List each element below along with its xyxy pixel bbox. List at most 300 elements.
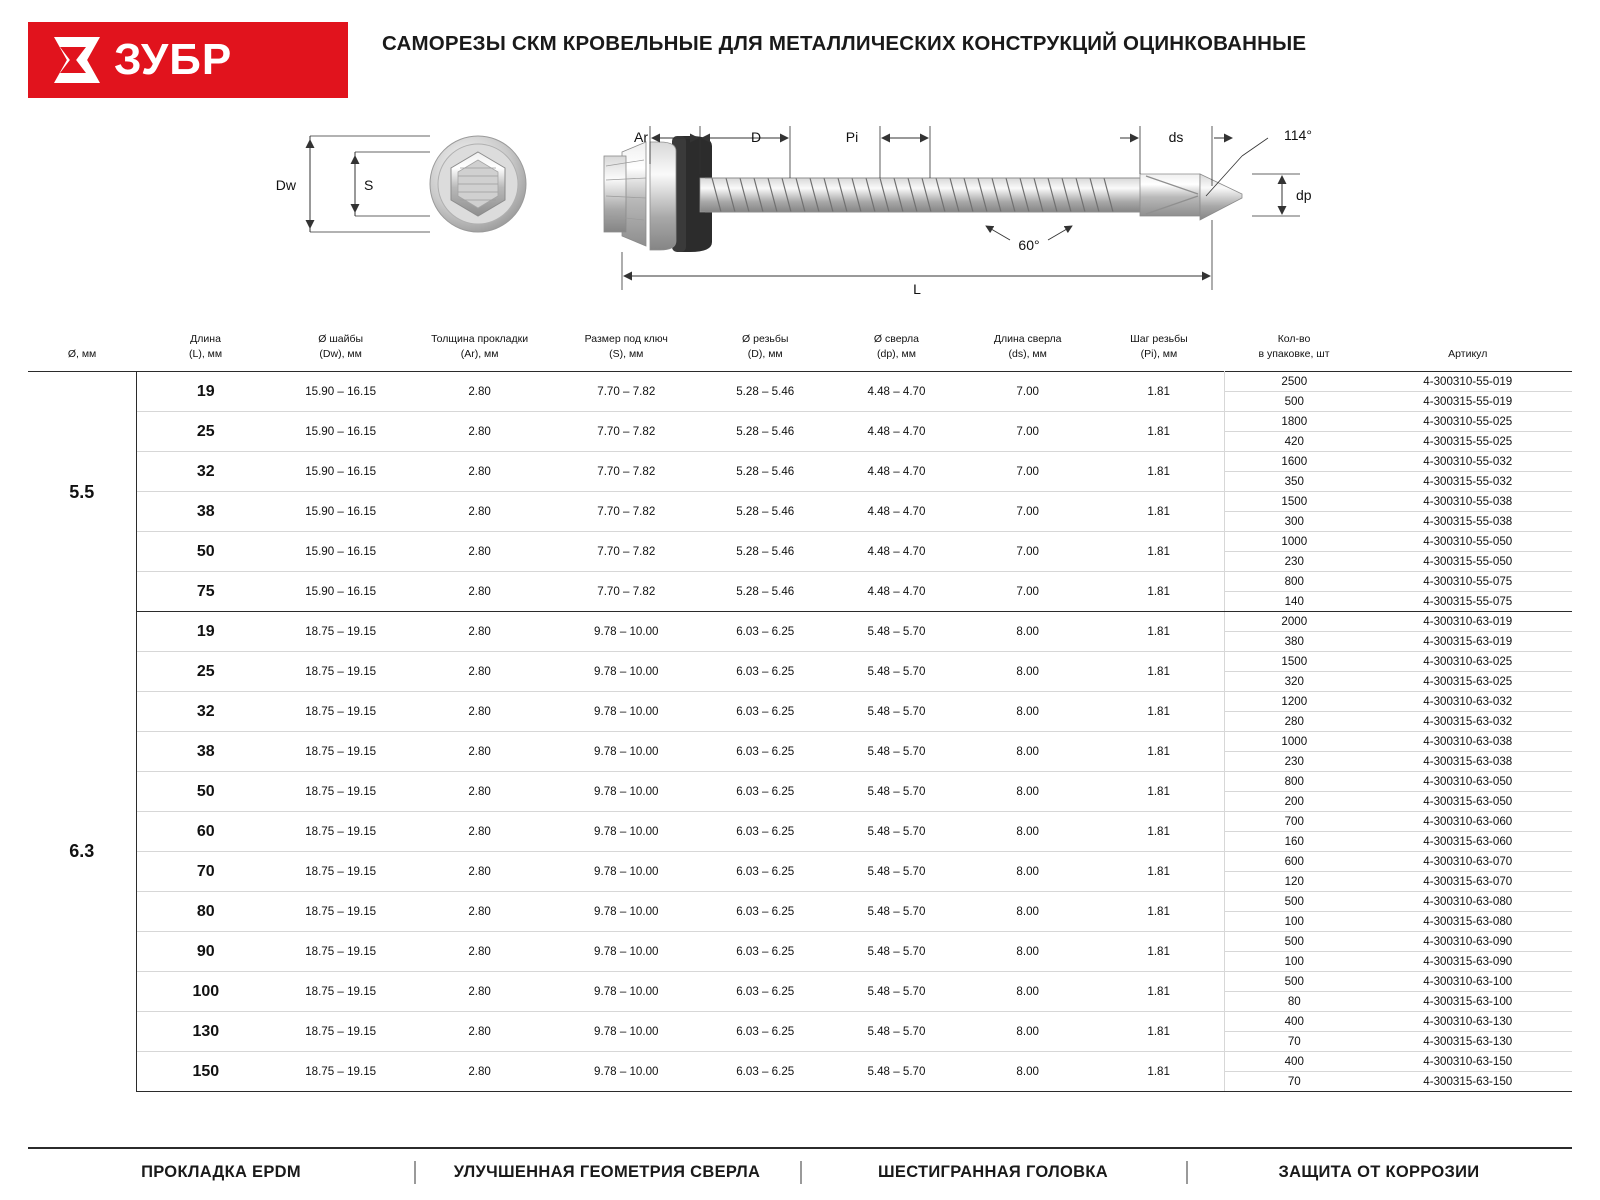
table-row bbox=[28, 852, 1572, 892]
cell-gasket-thickness: 2.80 bbox=[406, 692, 553, 732]
cell-gasket-thickness: 2.80 bbox=[406, 612, 553, 652]
cell-wrench-size: 9.78 – 10.00 bbox=[553, 892, 700, 932]
cell-wrench-size: 9.78 – 10.00 bbox=[553, 972, 700, 1012]
cell-thread-pitch: 1.81 bbox=[1093, 1052, 1224, 1092]
cell-drill-diameter: 5.48 – 5.70 bbox=[831, 772, 962, 812]
table-body bbox=[28, 372, 1572, 1092]
pack-value: 1500 bbox=[1225, 652, 1363, 672]
cell-thread-diameter: 6.03 – 6.25 bbox=[700, 812, 831, 852]
cell-thread-pitch: 1.81 bbox=[1093, 412, 1224, 452]
cell-drill-diameter: 5.48 – 5.70 bbox=[831, 892, 962, 932]
cell-gasket-thickness: 2.80 bbox=[406, 1052, 553, 1092]
cell-article bbox=[1364, 812, 1573, 852]
cell-article bbox=[1364, 572, 1573, 612]
cell-thread-diameter: 5.28 – 5.46 bbox=[700, 452, 831, 492]
cell-wrench-size: 9.78 – 10.00 bbox=[553, 932, 700, 972]
pack-value: 700 bbox=[1225, 812, 1363, 832]
cell-drill-diameter: 5.48 – 5.70 bbox=[831, 932, 962, 972]
pack-value: 320 bbox=[1284, 675, 1304, 689]
cell-gasket-thickness: 2.80 bbox=[406, 972, 553, 1012]
cell-thread-pitch: 1.81 bbox=[1093, 572, 1224, 612]
th-thread-diameter: Ø резьбы (D), мм bbox=[742, 333, 789, 361]
label-dw: Dw bbox=[275, 177, 296, 193]
cell-pack-quantity bbox=[1225, 772, 1364, 812]
article-value: 4-300310-63-070 bbox=[1364, 852, 1573, 872]
cell-length: 60 bbox=[136, 812, 275, 852]
product-diagram bbox=[0, 104, 1600, 326]
article-value: 4-300310-63-090 bbox=[1364, 932, 1573, 952]
article-value: 4-300315-63-038 bbox=[1423, 755, 1513, 769]
cell-article bbox=[1364, 372, 1573, 412]
article-value: 4-300315-55-075 bbox=[1423, 595, 1513, 609]
pack-value: 1000 bbox=[1225, 732, 1363, 752]
table-row bbox=[28, 732, 1572, 772]
cell-thread-pitch: 1.81 bbox=[1093, 972, 1224, 1012]
pack-value: 80 bbox=[1287, 995, 1301, 1009]
cell-pack-quantity bbox=[1225, 652, 1364, 692]
cell-gasket-thickness: 2.80 bbox=[406, 492, 553, 532]
cell-gasket-thickness: 2.80 bbox=[406, 812, 553, 852]
brand-logo bbox=[28, 22, 348, 98]
pack-value: 120 bbox=[1284, 875, 1304, 889]
cell-wrench-size: 7.70 – 7.82 bbox=[553, 412, 700, 452]
table-row bbox=[28, 652, 1572, 692]
cell-diameter-group: 5.5 bbox=[28, 372, 136, 612]
footer-item-corrosion: ЗАЩИТА ОТ КОРРОЗИИ bbox=[1186, 1163, 1572, 1182]
cell-thread-diameter: 6.03 – 6.25 bbox=[700, 1052, 831, 1092]
cell-length: 50 bbox=[136, 532, 275, 572]
article-value: 4-300310-63-080 bbox=[1364, 892, 1573, 912]
article-value: 4-300310-63-032 bbox=[1364, 692, 1573, 712]
cell-length: 19 bbox=[136, 612, 275, 652]
th-washer-diameter: Ø шайбы (Dw), мм bbox=[318, 333, 364, 361]
cell-pack-quantity bbox=[1225, 692, 1364, 732]
pack-value: 70 bbox=[1287, 1075, 1301, 1089]
article-value: 4-300310-55-032 bbox=[1364, 452, 1573, 472]
cell-drill-length: 8.00 bbox=[962, 972, 1093, 1012]
cell-drill-length: 8.00 bbox=[962, 1052, 1093, 1092]
cell-washer-diameter: 15.90 – 16.15 bbox=[275, 492, 406, 532]
article-value: 4-300315-63-150 bbox=[1423, 1075, 1513, 1089]
cell-pack-quantity bbox=[1225, 812, 1364, 852]
cell-drill-diameter: 4.48 – 4.70 bbox=[831, 532, 962, 572]
cell-length: 75 bbox=[136, 572, 275, 612]
article-value: 4-300315-63-090 bbox=[1423, 955, 1513, 969]
table-row bbox=[28, 412, 1572, 452]
cell-thread-diameter: 6.03 – 6.25 bbox=[700, 612, 831, 652]
spec-table-container bbox=[0, 326, 1600, 1092]
cell-thread-diameter: 6.03 – 6.25 bbox=[700, 932, 831, 972]
table-row bbox=[28, 532, 1572, 572]
pack-value: 1600 bbox=[1225, 452, 1363, 472]
pack-value: 800 bbox=[1225, 572, 1363, 592]
label-ds: ds bbox=[1168, 129, 1184, 145]
pack-value: 100 bbox=[1284, 915, 1304, 929]
cell-washer-diameter: 18.75 – 19.15 bbox=[275, 692, 406, 732]
cell-washer-diameter: 18.75 – 19.15 bbox=[275, 932, 406, 972]
cell-thread-diameter: 5.28 – 5.46 bbox=[700, 492, 831, 532]
cell-drill-diameter: 5.48 – 5.70 bbox=[831, 812, 962, 852]
cell-pack-quantity bbox=[1225, 732, 1364, 772]
cell-gasket-thickness: 2.80 bbox=[406, 372, 553, 412]
cell-thread-diameter: 5.28 – 5.46 bbox=[700, 532, 831, 572]
cell-drill-length: 7.00 bbox=[962, 572, 1093, 612]
article-value: 4-300310-55-019 bbox=[1364, 372, 1573, 392]
zubr-arrow-icon bbox=[54, 37, 100, 83]
cell-thread-pitch: 1.81 bbox=[1093, 1012, 1224, 1052]
cell-drill-diameter: 4.48 – 4.70 bbox=[831, 452, 962, 492]
cell-drill-length: 8.00 bbox=[962, 1012, 1093, 1052]
table-row bbox=[28, 812, 1572, 852]
cell-pack-quantity bbox=[1225, 852, 1364, 892]
cell-washer-diameter: 15.90 – 16.15 bbox=[275, 452, 406, 492]
label-s: S bbox=[364, 177, 374, 193]
article-value: 4-300310-63-100 bbox=[1364, 972, 1573, 992]
cell-thread-pitch: 1.81 bbox=[1093, 812, 1224, 852]
pack-value: 160 bbox=[1284, 835, 1304, 849]
feature-footer bbox=[28, 1147, 1572, 1182]
pack-value: 230 bbox=[1284, 555, 1304, 569]
th-drill-length: Длина сверла (ds), мм bbox=[993, 333, 1062, 361]
article-value: 4-300315-63-070 bbox=[1423, 875, 1513, 889]
table-row bbox=[28, 692, 1572, 732]
cell-thread-pitch: 1.81 bbox=[1093, 932, 1224, 972]
cell-gasket-thickness: 2.80 bbox=[406, 412, 553, 452]
article-value: 4-300315-63-100 bbox=[1423, 995, 1513, 1009]
article-value: 4-300315-63-050 bbox=[1423, 795, 1513, 809]
cell-washer-diameter: 15.90 – 16.15 bbox=[275, 412, 406, 452]
cell-washer-diameter: 15.90 – 16.15 bbox=[275, 532, 406, 572]
th-article: Артикул bbox=[1448, 348, 1488, 361]
cell-length: 100 bbox=[136, 972, 275, 1012]
th-length: Длина (L), мм bbox=[189, 333, 223, 361]
cell-thread-pitch: 1.81 bbox=[1093, 692, 1224, 732]
table-row bbox=[28, 492, 1572, 532]
footer-item-drill-geometry: УЛУЧШЕННАЯ ГЕОМЕТРИЯ СВЕРЛА bbox=[414, 1163, 800, 1182]
page-header bbox=[0, 0, 1600, 98]
cell-length: 90 bbox=[136, 932, 275, 972]
cell-length: 70 bbox=[136, 852, 275, 892]
pack-value: 800 bbox=[1225, 772, 1363, 792]
pack-value: 500 bbox=[1225, 892, 1363, 912]
cell-drill-diameter: 5.48 – 5.70 bbox=[831, 692, 962, 732]
pack-value: 1800 bbox=[1225, 412, 1363, 432]
th-pack-quantity: Кол-во в упаковке, шт bbox=[1258, 333, 1330, 361]
cell-drill-length: 7.00 bbox=[962, 532, 1093, 572]
th-wrench-size: Размер под ключ (S), мм bbox=[584, 333, 668, 361]
label-angle-60: 60° bbox=[1018, 237, 1040, 253]
cell-wrench-size: 9.78 – 10.00 bbox=[553, 852, 700, 892]
footer-item-gasket: ПРОКЛАДКА EPDM bbox=[141, 1163, 301, 1181]
article-value: 4-300315-55-032 bbox=[1423, 475, 1513, 489]
cell-article bbox=[1364, 932, 1573, 972]
cell-article bbox=[1364, 532, 1573, 572]
spec-table bbox=[28, 326, 1572, 1092]
table-row bbox=[28, 452, 1572, 492]
cell-length: 38 bbox=[136, 492, 275, 532]
cell-article bbox=[1364, 692, 1573, 732]
cell-thread-diameter: 6.03 – 6.25 bbox=[700, 1012, 831, 1052]
cell-wrench-size: 7.70 – 7.82 bbox=[553, 532, 700, 572]
article-value: 4-300310-63-019 bbox=[1364, 612, 1573, 632]
cell-washer-diameter: 18.75 – 19.15 bbox=[275, 852, 406, 892]
table-row bbox=[28, 612, 1572, 652]
cell-article bbox=[1364, 852, 1573, 892]
cell-pack-quantity bbox=[1225, 452, 1364, 492]
cell-article bbox=[1364, 1012, 1573, 1052]
pack-value: 400 bbox=[1225, 1052, 1363, 1072]
brand-name: ЗУБР bbox=[114, 35, 233, 84]
cell-drill-length: 7.00 bbox=[962, 492, 1093, 532]
article-value: 4-300310-63-050 bbox=[1364, 772, 1573, 792]
cell-thread-diameter: 6.03 – 6.25 bbox=[700, 892, 831, 932]
cell-washer-diameter: 18.75 – 19.15 bbox=[275, 1052, 406, 1092]
cell-thread-pitch: 1.81 bbox=[1093, 492, 1224, 532]
pack-value: 400 bbox=[1225, 1012, 1363, 1032]
cell-washer-diameter: 15.90 – 16.15 bbox=[275, 372, 406, 412]
pack-value: 70 bbox=[1287, 1035, 1301, 1049]
cell-drill-diameter: 4.48 – 4.70 bbox=[831, 572, 962, 612]
cell-washer-diameter: 18.75 – 19.15 bbox=[275, 972, 406, 1012]
cell-pack-quantity bbox=[1225, 1012, 1364, 1052]
cell-gasket-thickness: 2.80 bbox=[406, 1012, 553, 1052]
article-value: 4-300310-63-060 bbox=[1364, 812, 1573, 832]
table-row bbox=[28, 972, 1572, 1012]
article-value: 4-300315-55-019 bbox=[1423, 395, 1513, 409]
cell-drill-length: 7.00 bbox=[962, 412, 1093, 452]
cell-drill-length: 8.00 bbox=[962, 932, 1093, 972]
cell-washer-diameter: 15.90 – 16.15 bbox=[275, 572, 406, 612]
pack-value: 500 bbox=[1284, 395, 1304, 409]
article-value: 4-300310-55-075 bbox=[1364, 572, 1573, 592]
cell-article bbox=[1364, 732, 1573, 772]
cell-drill-length: 8.00 bbox=[962, 812, 1093, 852]
cell-thread-diameter: 6.03 – 6.25 bbox=[700, 972, 831, 1012]
th-gasket-thickness: Толщина прокладки (Ar), мм bbox=[431, 333, 529, 361]
label-d: D bbox=[750, 129, 762, 145]
cell-wrench-size: 7.70 – 7.82 bbox=[553, 452, 700, 492]
cell-pack-quantity bbox=[1225, 532, 1364, 572]
article-value: 4-300315-55-050 bbox=[1423, 555, 1513, 569]
label-angle-114: 114° bbox=[1284, 127, 1312, 143]
cell-thread-pitch: 1.81 bbox=[1093, 732, 1224, 772]
cell-pack-quantity bbox=[1225, 972, 1364, 1012]
cell-washer-diameter: 18.75 – 19.15 bbox=[275, 652, 406, 692]
label-l: L bbox=[913, 281, 921, 297]
cell-length: 25 bbox=[136, 652, 275, 692]
cell-thread-diameter: 6.03 – 6.25 bbox=[700, 732, 831, 772]
label-pi: Pi bbox=[845, 129, 859, 145]
article-value: 4-300315-63-130 bbox=[1423, 1035, 1513, 1049]
cell-drill-length: 8.00 bbox=[962, 852, 1093, 892]
article-value: 4-300310-63-130 bbox=[1364, 1012, 1573, 1032]
th-diameter: Ø, мм bbox=[67, 348, 97, 361]
cell-thread-pitch: 1.81 bbox=[1093, 652, 1224, 692]
cell-drill-diameter: 4.48 – 4.70 bbox=[831, 372, 962, 412]
cell-thread-diameter: 6.03 – 6.25 bbox=[700, 652, 831, 692]
cell-article bbox=[1364, 492, 1573, 532]
table-row bbox=[28, 932, 1572, 972]
pack-value: 500 bbox=[1225, 972, 1363, 992]
cell-thread-pitch: 1.81 bbox=[1093, 452, 1224, 492]
cell-drill-length: 8.00 bbox=[962, 612, 1093, 652]
article-value: 4-300310-63-025 bbox=[1364, 652, 1573, 672]
label-ar: Ar bbox=[634, 129, 648, 145]
cell-drill-diameter: 5.48 – 5.70 bbox=[831, 732, 962, 772]
cell-article bbox=[1364, 972, 1573, 1012]
article-value: 4-300310-55-050 bbox=[1364, 532, 1573, 552]
cell-article bbox=[1364, 772, 1573, 812]
cell-washer-diameter: 18.75 – 19.15 bbox=[275, 1012, 406, 1052]
cell-gasket-thickness: 2.80 bbox=[406, 572, 553, 612]
cell-washer-diameter: 18.75 – 19.15 bbox=[275, 732, 406, 772]
cell-wrench-size: 9.78 – 10.00 bbox=[553, 812, 700, 852]
pack-value: 500 bbox=[1225, 932, 1363, 952]
pack-value: 2000 bbox=[1225, 612, 1363, 632]
article-value: 4-300310-63-150 bbox=[1364, 1052, 1573, 1072]
cell-article bbox=[1364, 412, 1573, 452]
cell-article bbox=[1364, 612, 1573, 652]
article-value: 4-300315-63-025 bbox=[1423, 675, 1513, 689]
pack-value: 300 bbox=[1284, 515, 1304, 529]
table-row bbox=[28, 1052, 1572, 1092]
cell-gasket-thickness: 2.80 bbox=[406, 532, 553, 572]
cell-length: 25 bbox=[136, 412, 275, 452]
article-value: 4-300310-63-038 bbox=[1364, 732, 1573, 752]
cell-thread-diameter: 5.28 – 5.46 bbox=[700, 412, 831, 452]
cell-wrench-size: 9.78 – 10.00 bbox=[553, 652, 700, 692]
cell-drill-length: 8.00 bbox=[962, 772, 1093, 812]
table-row bbox=[28, 772, 1572, 812]
cell-wrench-size: 7.70 – 7.82 bbox=[553, 372, 700, 412]
pack-value: 140 bbox=[1284, 595, 1304, 609]
cell-drill-length: 8.00 bbox=[962, 692, 1093, 732]
table-row bbox=[28, 1012, 1572, 1052]
cell-thread-pitch: 1.81 bbox=[1093, 532, 1224, 572]
cell-length: 32 bbox=[136, 692, 275, 732]
article-value: 4-300310-55-025 bbox=[1364, 412, 1573, 432]
cell-pack-quantity bbox=[1225, 412, 1364, 452]
label-dp: dp bbox=[1296, 187, 1312, 203]
cell-gasket-thickness: 2.80 bbox=[406, 652, 553, 692]
article-value: 4-300315-63-080 bbox=[1423, 915, 1513, 929]
cell-diameter-group: 6.3 bbox=[28, 612, 136, 1092]
pack-value: 2500 bbox=[1225, 372, 1363, 392]
cell-pack-quantity bbox=[1225, 492, 1364, 532]
cell-drill-diameter: 5.48 – 5.70 bbox=[831, 612, 962, 652]
cell-wrench-size: 9.78 – 10.00 bbox=[553, 1012, 700, 1052]
cell-thread-pitch: 1.81 bbox=[1093, 372, 1224, 412]
cell-drill-diameter: 4.48 – 4.70 bbox=[831, 492, 962, 532]
cell-drill-diameter: 4.48 – 4.70 bbox=[831, 412, 962, 452]
cell-washer-diameter: 18.75 – 19.15 bbox=[275, 892, 406, 932]
article-value: 4-300315-63-060 bbox=[1423, 835, 1513, 849]
cell-thread-diameter: 5.28 – 5.46 bbox=[700, 572, 831, 612]
pack-value: 600 bbox=[1225, 852, 1363, 872]
cell-pack-quantity bbox=[1225, 372, 1364, 412]
th-thread-pitch: Шаг резьбы (Pi), мм bbox=[1130, 333, 1188, 361]
cell-gasket-thickness: 2.80 bbox=[406, 932, 553, 972]
cell-pack-quantity bbox=[1225, 1052, 1364, 1092]
cell-drill-diameter: 5.48 – 5.70 bbox=[831, 972, 962, 1012]
cell-pack-quantity bbox=[1225, 892, 1364, 932]
table-row bbox=[28, 892, 1572, 932]
cell-thread-pitch: 1.81 bbox=[1093, 892, 1224, 932]
pack-value: 420 bbox=[1284, 435, 1304, 449]
cell-article bbox=[1364, 452, 1573, 492]
cell-drill-length: 7.00 bbox=[962, 452, 1093, 492]
cell-wrench-size: 7.70 – 7.82 bbox=[553, 492, 700, 532]
pack-value: 380 bbox=[1284, 635, 1304, 649]
cell-article bbox=[1364, 892, 1573, 932]
cell-wrench-size: 9.78 – 10.00 bbox=[553, 1052, 700, 1092]
pack-value: 1200 bbox=[1225, 692, 1363, 712]
article-value: 4-300315-63-032 bbox=[1423, 715, 1513, 729]
table-header bbox=[28, 326, 1572, 372]
cell-wrench-size: 9.78 – 10.00 bbox=[553, 612, 700, 652]
cell-washer-diameter: 18.75 – 19.15 bbox=[275, 812, 406, 852]
pack-value: 200 bbox=[1284, 795, 1304, 809]
cell-washer-diameter: 18.75 – 19.15 bbox=[275, 772, 406, 812]
page-title: САМОРЕЗЫ СКМ КРОВЕЛЬНЫЕ ДЛЯ МЕТАЛЛИЧЕСКИХ КОНСТРУКЦИЙ ОЦИНКОВАННЫЕ bbox=[382, 32, 1307, 55]
cell-pack-quantity bbox=[1225, 932, 1364, 972]
cell-pack-quantity bbox=[1225, 612, 1364, 652]
cell-gasket-thickness: 2.80 bbox=[406, 772, 553, 812]
cell-length: 38 bbox=[136, 732, 275, 772]
pack-value: 350 bbox=[1284, 475, 1304, 489]
article-value: 4-300315-63-019 bbox=[1423, 635, 1513, 649]
cell-drill-length: 8.00 bbox=[962, 892, 1093, 932]
cell-length: 150 bbox=[136, 1052, 275, 1092]
cell-length: 80 bbox=[136, 892, 275, 932]
cell-length: 50 bbox=[136, 772, 275, 812]
cell-thread-diameter: 6.03 – 6.25 bbox=[700, 772, 831, 812]
cell-pack-quantity bbox=[1225, 572, 1364, 612]
cell-drill-diameter: 5.48 – 5.70 bbox=[831, 1052, 962, 1092]
cell-thread-pitch: 1.81 bbox=[1093, 852, 1224, 892]
cell-article bbox=[1364, 1052, 1573, 1092]
cell-thread-diameter: 6.03 – 6.25 bbox=[700, 692, 831, 732]
cell-drill-diameter: 5.48 – 5.70 bbox=[831, 1012, 962, 1052]
article-value: 4-300310-55-038 bbox=[1364, 492, 1573, 512]
cell-drill-length: 7.00 bbox=[962, 372, 1093, 412]
cell-thread-pitch: 1.81 bbox=[1093, 772, 1224, 812]
cell-thread-diameter: 5.28 – 5.46 bbox=[700, 372, 831, 412]
pack-value: 1500 bbox=[1225, 492, 1363, 512]
cell-thread-diameter: 6.03 – 6.25 bbox=[700, 852, 831, 892]
pack-value: 1000 bbox=[1225, 532, 1363, 552]
pack-value: 230 bbox=[1284, 755, 1304, 769]
table-row bbox=[28, 372, 1572, 412]
cell-length: 32 bbox=[136, 452, 275, 492]
cell-drill-length: 8.00 bbox=[962, 652, 1093, 692]
cell-wrench-size: 9.78 – 10.00 bbox=[553, 692, 700, 732]
cell-washer-diameter: 18.75 – 19.15 bbox=[275, 612, 406, 652]
article-value: 4-300315-55-038 bbox=[1423, 515, 1513, 529]
cell-wrench-size: 9.78 – 10.00 bbox=[553, 772, 700, 812]
cell-article bbox=[1364, 652, 1573, 692]
cell-length: 130 bbox=[136, 1012, 275, 1052]
pack-value: 280 bbox=[1284, 715, 1304, 729]
cell-gasket-thickness: 2.80 bbox=[406, 732, 553, 772]
pack-value: 100 bbox=[1284, 955, 1304, 969]
th-drill-diameter: Ø сверла (dp), мм bbox=[873, 333, 919, 361]
cell-gasket-thickness: 2.80 bbox=[406, 852, 553, 892]
cell-drill-diameter: 5.48 – 5.70 bbox=[831, 852, 962, 892]
footer-item-hex-head: ШЕСТИГРАННАЯ ГОЛОВКА bbox=[800, 1163, 1186, 1182]
cell-thread-pitch: 1.81 bbox=[1093, 612, 1224, 652]
cell-wrench-size: 9.78 – 10.00 bbox=[553, 732, 700, 772]
